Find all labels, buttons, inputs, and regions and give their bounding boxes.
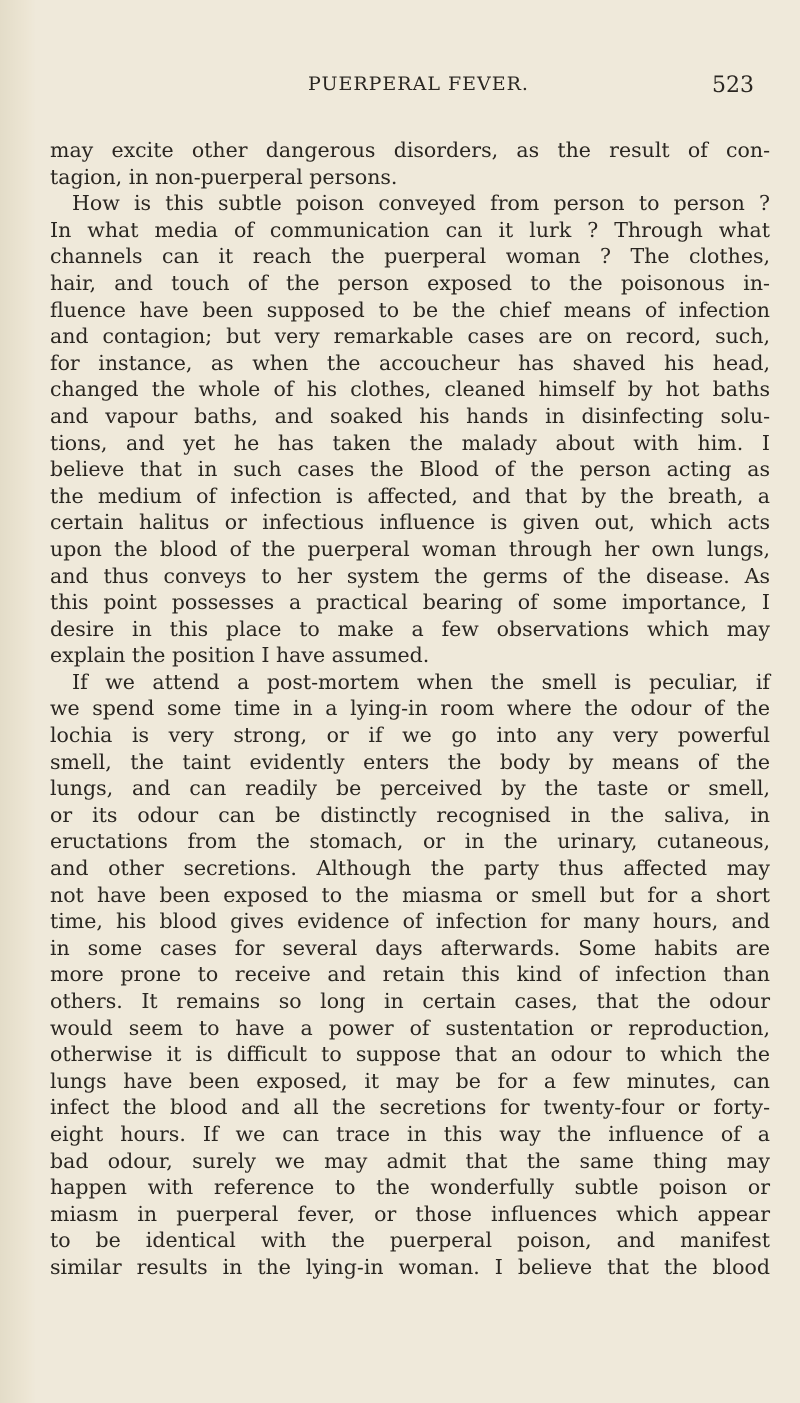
text-line: tions, and yet he has taken the malady about with him. I xyxy=(50,430,770,455)
text-line: How is this subtle poison conveyed from person to person ? xyxy=(72,191,770,216)
text-line: or its odour can be distinctly recognised in the saliva, in xyxy=(50,802,770,827)
text-line: and contagion; but very remarkable cases are on record, such, xyxy=(50,324,770,349)
text-line: time, his blood gives evidence of infection for many hours, and xyxy=(50,909,770,934)
running-header xyxy=(0,73,800,103)
text-line: and vapour baths, and soaked his hands in disinfecting solu- xyxy=(50,403,770,428)
text-line: smell, the taint evidently enters the body by means of the xyxy=(50,749,770,774)
text-line: If we attend a post-mortem when the smell is peculiar, if xyxy=(72,669,770,694)
text-line: eructations from the stomach, or in the urinary, cutaneous, xyxy=(50,829,770,854)
text-line: fluence have been supposed to be the chief means of infection xyxy=(50,297,770,322)
text-line: to be identical with the puerperal poison, and manifest xyxy=(50,1228,770,1253)
text-line: tagion, in non-puerperal persons. xyxy=(50,164,398,189)
text-line: lungs have been exposed, it may be for a few minutes, can xyxy=(50,1068,770,1093)
text-line: not have been exposed to the miasma or smell but for a short xyxy=(50,882,770,907)
text-line: we spend some time in a lying-in room where the odour of the xyxy=(50,696,770,721)
text-line: upon the blood of the puerperal woman through her own lungs, xyxy=(50,536,770,561)
text-line: miasm in puerperal fever, or those influences which appear xyxy=(50,1201,770,1226)
text-line: eight hours. If we can trace in this way the influence of a xyxy=(50,1121,770,1146)
text-line: for instance, as when the accoucheur has shaved his head, xyxy=(50,350,770,375)
page-number: 523 xyxy=(712,73,754,98)
running-title: PUERPERAL FEVER. xyxy=(308,73,529,95)
text-line: in some cases for several days afterwards. Some habits are xyxy=(50,935,770,960)
page-gutter-shadow xyxy=(0,0,36,1403)
text-line: the medium of infection is affected, and that by the breath, a xyxy=(50,483,770,508)
text-line: and thus conveys to her system the germs of the disease. As xyxy=(50,563,770,588)
text-line: happen with reference to the wonderfully subtle poison or xyxy=(50,1175,770,1200)
text-line: would seem to have a power of sustentation or reproduction, xyxy=(50,1015,770,1040)
text-line: infect the blood and all the secretions for twenty-four or forty- xyxy=(50,1095,770,1120)
text-line: otherwise it is difficult to suppose that an odour to which the xyxy=(50,1042,770,1067)
text-line: lungs, and can readily be perceived by the taste or smell, xyxy=(50,776,770,801)
text-line: others. It remains so long in certain cases, that the odour xyxy=(50,989,770,1013)
text-line: In what media of communication can it lurk ? Through what xyxy=(50,217,770,242)
text-line: similar results in the lying-in woman. I believe that the blood xyxy=(50,1254,770,1279)
text-line: lochia is very strong, or if we go into any very powerful xyxy=(50,723,770,748)
text-line: bad odour, surely we may admit that the same thing may xyxy=(50,1148,770,1173)
text-line: more prone to receive and retain this kind of infection than xyxy=(50,962,770,987)
text-line: may excite other dangerous disorders, as the result of con- xyxy=(50,138,770,162)
text-line: and other secretions. Although the party thus affected may xyxy=(50,856,770,881)
text-line: channels can it reach the puerperal woman ? The clothes, xyxy=(50,244,770,269)
text-line: explain the position I have assumed. xyxy=(50,643,430,668)
text-line: believe that in such cases the Blood of the person acting as xyxy=(50,457,770,482)
body-text xyxy=(50,137,770,1281)
text-line: this point possesses a practical bearing of some importance, I xyxy=(50,590,770,615)
text-line: certain halitus or infectious influence is given out, which acts xyxy=(50,510,770,535)
text-line: changed the whole of his clothes, cleaned himself by hot baths xyxy=(50,377,770,402)
text-line: hair, and touch of the person exposed to the poisonous in- xyxy=(50,270,770,295)
text-line: desire in this place to make a few observations which may xyxy=(50,616,770,641)
